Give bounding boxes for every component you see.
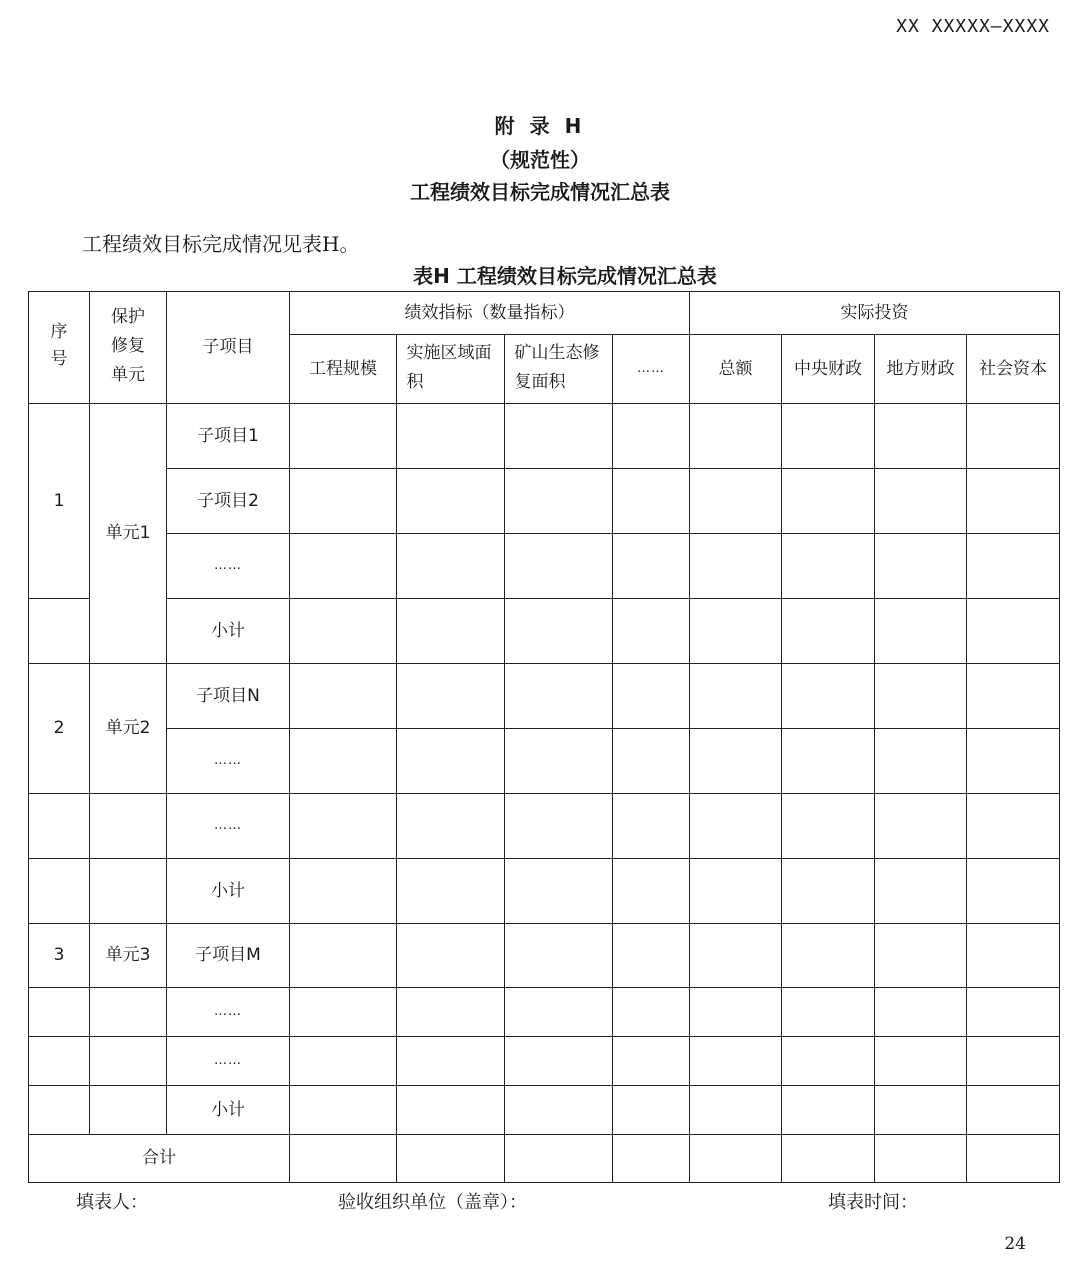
empty-cell — [782, 1135, 875, 1183]
header-unit: 保护修复单元 — [90, 292, 167, 404]
empty-cell — [90, 859, 167, 924]
empty-cell — [505, 404, 613, 469]
empty-cell — [875, 794, 967, 859]
grand-total-cell: 合计 — [29, 1135, 290, 1183]
empty-cell — [397, 1135, 505, 1183]
empty-cell — [690, 469, 782, 534]
empty-cell — [505, 729, 613, 794]
empty-cell — [505, 664, 613, 729]
empty-cell — [397, 1037, 505, 1086]
empty-cell — [397, 469, 505, 534]
header-seq: 序号 — [29, 292, 90, 404]
empty-cell — [690, 404, 782, 469]
unit-cell: 单元1 — [90, 404, 167, 664]
subitem-cell: …… — [167, 729, 290, 794]
empty-cell — [782, 794, 875, 859]
empty-cell — [782, 664, 875, 729]
header-mine-area: 矿山生态修复面积 — [505, 335, 613, 404]
empty-cell — [290, 404, 397, 469]
empty-cell — [505, 1135, 613, 1183]
table-row — [29, 794, 1060, 859]
empty-cell — [290, 664, 397, 729]
empty-cell — [90, 1037, 167, 1086]
empty-cell — [875, 729, 967, 794]
subitem-cell: 子项目1 — [167, 404, 290, 469]
subitem-cell: …… — [167, 534, 290, 599]
empty-cell — [613, 924, 690, 988]
empty-cell — [613, 859, 690, 924]
empty-cell — [613, 404, 690, 469]
table-row — [29, 1086, 1060, 1135]
empty-cell — [690, 794, 782, 859]
subitem-cell: …… — [167, 1037, 290, 1086]
empty-cell — [613, 1037, 690, 1086]
empty-cell — [397, 534, 505, 599]
seq-cell: 2 — [29, 664, 90, 794]
empty-cell — [290, 794, 397, 859]
empty-cell — [782, 599, 875, 664]
empty-cell — [397, 1086, 505, 1135]
empty-cell — [613, 664, 690, 729]
table-row — [29, 534, 1060, 599]
empty-cell — [875, 1086, 967, 1135]
empty-cell — [29, 859, 90, 924]
table-row — [29, 859, 1060, 924]
empty-cell — [782, 1086, 875, 1135]
empty-cell — [397, 859, 505, 924]
empty-cell — [875, 599, 967, 664]
empty-cell — [875, 859, 967, 924]
subtotal-cell: 小计 — [167, 1086, 290, 1135]
empty-cell — [613, 794, 690, 859]
empty-cell — [505, 859, 613, 924]
empty-cell — [782, 534, 875, 599]
empty-cell — [875, 988, 967, 1037]
table-row — [29, 924, 1060, 988]
empty-cell — [505, 599, 613, 664]
empty-cell — [967, 469, 1060, 534]
empty-cell — [967, 599, 1060, 664]
empty-cell — [397, 729, 505, 794]
header-investment-group: 实际投资 — [690, 292, 1060, 335]
appendix-title: 工程绩效目标完成情况汇总表 — [410, 180, 670, 204]
empty-cell — [782, 988, 875, 1037]
empty-cell — [967, 664, 1060, 729]
empty-cell — [290, 729, 397, 794]
empty-cell — [967, 534, 1060, 599]
empty-cell — [782, 729, 875, 794]
empty-cell — [290, 988, 397, 1037]
table-row — [29, 729, 1060, 794]
empty-cell — [397, 664, 505, 729]
empty-cell — [967, 924, 1060, 988]
empty-cell — [290, 599, 397, 664]
subtotal-cell: 小计 — [167, 599, 290, 664]
empty-cell — [967, 859, 1060, 924]
empty-cell — [290, 1086, 397, 1135]
empty-cell — [690, 1135, 782, 1183]
subitem-cell: 子项目2 — [167, 469, 290, 534]
empty-cell — [90, 988, 167, 1037]
appendix-type: （规范性） — [490, 148, 590, 172]
empty-cell — [967, 404, 1060, 469]
empty-cell — [90, 794, 167, 859]
empty-cell — [690, 664, 782, 729]
header-total: 总额 — [690, 335, 782, 404]
empty-cell — [397, 988, 505, 1037]
table-caption: 表H 工程绩效目标完成情况汇总表 — [413, 264, 717, 288]
empty-cell — [397, 794, 505, 859]
empty-cell — [290, 1135, 397, 1183]
empty-cell — [290, 534, 397, 599]
empty-cell — [690, 1086, 782, 1135]
footer-filler: 填表人： — [76, 1192, 148, 1213]
header-more: …… — [613, 335, 690, 404]
table-row — [29, 1037, 1060, 1086]
empty-cell — [613, 534, 690, 599]
unit-cell: 单元2 — [90, 664, 167, 794]
standard-code: XX XXXXX—XXXX — [896, 16, 1050, 37]
empty-cell — [29, 988, 90, 1037]
empty-cell — [875, 404, 967, 469]
empty-cell — [397, 599, 505, 664]
empty-cell — [967, 1086, 1060, 1135]
empty-cell — [690, 534, 782, 599]
empty-cell — [875, 924, 967, 988]
empty-cell — [505, 534, 613, 599]
empty-cell — [875, 664, 967, 729]
empty-cell — [505, 988, 613, 1037]
empty-cell — [613, 1086, 690, 1135]
table-row — [29, 664, 1060, 729]
header-subitem: 子项目 — [167, 292, 290, 404]
empty-cell — [505, 924, 613, 988]
header-scale: 工程规模 — [290, 335, 397, 404]
appendix-label: 附 录 H — [494, 114, 586, 138]
empty-cell — [397, 924, 505, 988]
table-row — [29, 599, 1060, 664]
header-local: 地方财政 — [875, 335, 967, 404]
empty-cell — [690, 729, 782, 794]
empty-cell — [875, 469, 967, 534]
header-central: 中央财政 — [782, 335, 875, 404]
empty-cell — [782, 469, 875, 534]
header-performance-group: 绩效指标（数量指标） — [290, 292, 690, 335]
empty-cell — [505, 1086, 613, 1135]
header-social: 社会资本 — [967, 335, 1060, 404]
subtotal-cell: 小计 — [167, 859, 290, 924]
seq-cell: 1 — [29, 404, 90, 599]
empty-cell — [875, 534, 967, 599]
table-row — [29, 469, 1060, 534]
empty-cell — [782, 404, 875, 469]
subitem-cell: 子项目M — [167, 924, 290, 988]
empty-cell — [613, 988, 690, 1037]
empty-cell — [505, 1037, 613, 1086]
empty-cell — [690, 859, 782, 924]
empty-cell — [613, 469, 690, 534]
empty-cell — [290, 924, 397, 988]
header-area: 实施区域面积 — [397, 335, 505, 404]
empty-cell — [690, 988, 782, 1037]
empty-cell — [967, 1037, 1060, 1086]
empty-cell — [29, 1037, 90, 1086]
empty-cell — [967, 1135, 1060, 1183]
empty-cell — [967, 794, 1060, 859]
subitem-cell: 子项目N — [167, 664, 290, 729]
empty-cell — [690, 599, 782, 664]
empty-cell — [782, 1037, 875, 1086]
intro-text: 工程绩效目标完成情况见表H。 — [82, 232, 360, 256]
empty-cell — [290, 1037, 397, 1086]
empty-cell — [613, 729, 690, 794]
empty-cell — [90, 1086, 167, 1135]
empty-cell — [290, 469, 397, 534]
empty-cell — [782, 859, 875, 924]
summary-table — [28, 291, 1060, 1183]
empty-cell — [967, 988, 1060, 1037]
footer-org: 验收组织单位（盖章）： — [338, 1192, 527, 1213]
empty-cell — [613, 599, 690, 664]
empty-cell — [29, 1086, 90, 1135]
empty-cell — [290, 859, 397, 924]
empty-cell — [967, 729, 1060, 794]
empty-cell — [690, 924, 782, 988]
header-row-1 — [29, 292, 1060, 335]
unit-cell: 单元3 — [90, 924, 167, 988]
empty-cell — [505, 794, 613, 859]
page-number: 24 — [1004, 1234, 1026, 1254]
total-row — [29, 1135, 1060, 1183]
empty-cell — [613, 1135, 690, 1183]
footer-time: 填表时间： — [828, 1192, 918, 1213]
empty-cell — [875, 1135, 967, 1183]
subitem-cell: …… — [167, 988, 290, 1037]
empty-cell — [782, 924, 875, 988]
subitem-cell: …… — [167, 794, 290, 859]
table-row — [29, 404, 1060, 469]
seq-cell: 3 — [29, 924, 90, 988]
empty-cell — [875, 1037, 967, 1086]
empty-cell — [505, 469, 613, 534]
empty-cell — [397, 404, 505, 469]
empty-cell — [29, 794, 90, 859]
empty-cell — [29, 599, 90, 664]
table-row — [29, 988, 1060, 1037]
empty-cell — [690, 1037, 782, 1086]
